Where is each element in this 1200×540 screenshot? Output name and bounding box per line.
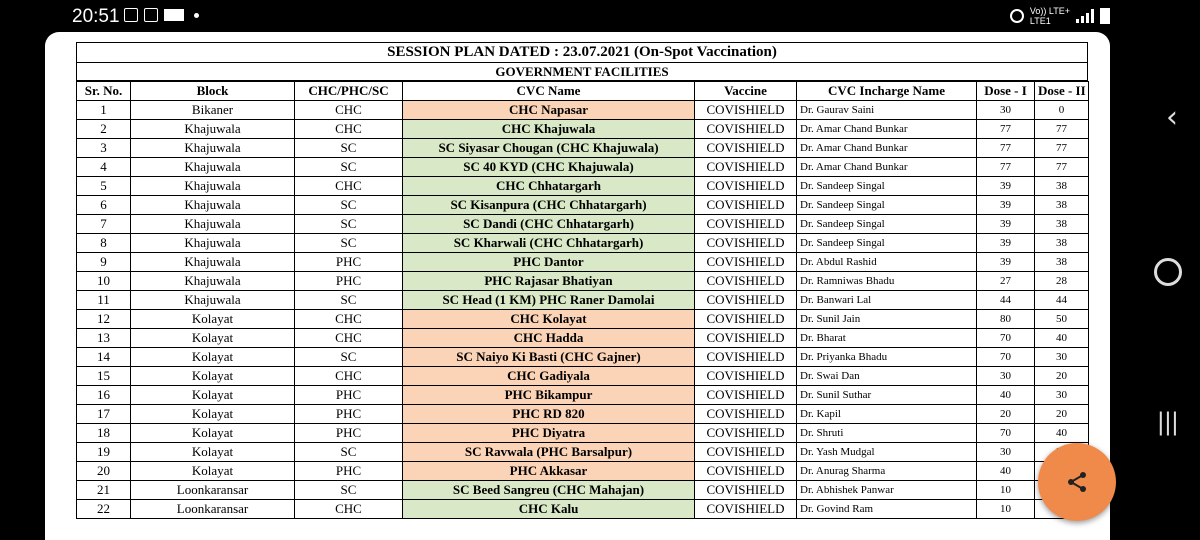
block-cell: Kolayat (131, 329, 295, 348)
cvc-name-cell: SC 40 KYD (CHC Khajuwala) (403, 158, 695, 177)
cvc-name-cell: CHC Gadiyala (403, 367, 695, 386)
block-cell: Khajuwala (131, 196, 295, 215)
session-table (76, 81, 1089, 519)
facility-type-cell: CHC (295, 329, 403, 348)
vaccine-cell: COVISHIELD (695, 272, 797, 291)
facility-type-cell: CHC (295, 310, 403, 329)
cvc-name-cell: PHC Dantor (403, 253, 695, 272)
dose2-cell: 77 (1035, 139, 1089, 158)
table-body (77, 101, 1089, 519)
dose1-cell: 77 (977, 120, 1035, 139)
incharge-name-cell: Dr. Swai Dan (797, 367, 977, 386)
incharge-name-cell: Dr. Sandeep Singal (797, 234, 977, 253)
cvc-name-cell: SC Beed Sangreu (CHC Mahajan) (403, 481, 695, 500)
sr-no-cell: 14 (77, 348, 131, 367)
table-row (77, 481, 1089, 500)
cvc-name-cell: PHC Rajasar Bhatiyan (403, 272, 695, 291)
table-row (77, 386, 1089, 405)
column-header: Sr. No. (77, 82, 131, 101)
dose2-cell: 44 (1035, 291, 1089, 310)
cvc-name-cell: SC Head (1 KM) PHC Raner Damolai (403, 291, 695, 310)
document-viewer[interactable] (45, 32, 1110, 540)
dose1-cell: 39 (977, 196, 1035, 215)
block-cell: Kolayat (131, 310, 295, 329)
system-status (1010, 6, 1110, 26)
block-cell: Khajuwala (131, 253, 295, 272)
incharge-name-cell: Dr. Priyanka Bhadu (797, 348, 977, 367)
vaccine-cell: COVISHIELD (695, 405, 797, 424)
network-label-2: LTE1 (1029, 16, 1051, 26)
incharge-name-cell: Dr. Abdul Rashid (797, 253, 977, 272)
cvc-name-cell: SC Siyasar Chougan (CHC Khajuwala) (403, 139, 695, 158)
recents-icon[interactable]: ||| (1156, 408, 1178, 436)
vaccine-cell: COVISHIELD (695, 329, 797, 348)
dose1-cell: 77 (977, 158, 1035, 177)
incharge-name-cell: Dr. Ramniwas Bhadu (797, 272, 977, 291)
home-circle-icon[interactable] (1154, 258, 1182, 286)
block-cell: Loonkaransar (131, 500, 295, 519)
sr-no-cell: 13 (77, 329, 131, 348)
sheet-subtitle: GOVERNMENT FACILITIES (76, 63, 1088, 81)
vaccine-cell: COVISHIELD (695, 215, 797, 234)
facility-type-cell: PHC (295, 253, 403, 272)
vaccine-cell: COVISHIELD (695, 443, 797, 462)
table-row (77, 158, 1089, 177)
incharge-name-cell: Dr. Sandeep Singal (797, 177, 977, 196)
facility-type-cell: CHC (295, 120, 403, 139)
block-cell: Kolayat (131, 386, 295, 405)
incharge-name-cell: Dr. Banwari Lal (797, 291, 977, 310)
cvc-name-cell: SC Kharwali (CHC Chhatargarh) (403, 234, 695, 253)
column-header: CVC Name (403, 82, 695, 101)
incharge-name-cell: Dr. Sunil Suthar (797, 386, 977, 405)
table-header-row (77, 82, 1089, 101)
cvc-name-cell: SC Naiyo Ki Basti (CHC Gajner) (403, 348, 695, 367)
vaccine-cell: COVISHIELD (695, 367, 797, 386)
cvc-name-cell: CHC Chhatargarh (403, 177, 695, 196)
sr-no-cell: 12 (77, 310, 131, 329)
notification-icons (124, 8, 199, 22)
block-cell: Bikaner (131, 101, 295, 120)
more-notifications-dot-icon (194, 13, 199, 18)
table-row (77, 443, 1089, 462)
vaccine-cell: COVISHIELD (695, 253, 797, 272)
vaccine-cell: COVISHIELD (695, 177, 797, 196)
facility-type-cell: CHC (295, 101, 403, 120)
dose1-cell: 10 (977, 481, 1035, 500)
dose1-cell: 70 (977, 348, 1035, 367)
block-cell: Loonkaransar (131, 481, 295, 500)
storage-icon (124, 8, 138, 22)
block-cell: Khajuwala (131, 234, 295, 253)
cvc-name-cell: PHC Bikampur (403, 386, 695, 405)
dose1-cell: 30 (977, 367, 1035, 386)
dose2-cell: 30 (1035, 348, 1089, 367)
facility-type-cell: PHC (295, 386, 403, 405)
cvc-name-cell: CHC Kalu (403, 500, 695, 519)
dose2-cell: 38 (1035, 177, 1089, 196)
dose2-cell: 38 (1035, 234, 1089, 253)
vaccine-cell: COVISHIELD (695, 291, 797, 310)
dose2-cell: 40 (1035, 329, 1089, 348)
vaccine-cell: COVISHIELD (695, 310, 797, 329)
table-row (77, 139, 1089, 158)
facility-type-cell: CHC (295, 177, 403, 196)
dose2-cell: 50 (1035, 310, 1089, 329)
sr-no-cell: 7 (77, 215, 131, 234)
app-notification-icon (164, 9, 184, 21)
alarm-icon (1010, 9, 1024, 23)
cvc-name-cell: PHC RD 820 (403, 405, 695, 424)
block-cell: Kolayat (131, 424, 295, 443)
facility-type-cell: SC (295, 234, 403, 253)
cvc-name-cell: SC Dandi (CHC Chhatargarh) (403, 215, 695, 234)
table-row (77, 329, 1089, 348)
sr-no-cell: 8 (77, 234, 131, 253)
vaccine-cell: COVISHIELD (695, 348, 797, 367)
battery-icon (1100, 8, 1110, 24)
block-cell: Khajuwala (131, 291, 295, 310)
dose1-cell: 44 (977, 291, 1035, 310)
facility-type-cell: PHC (295, 405, 403, 424)
table-row (77, 310, 1089, 329)
dose2-cell: 0 (1035, 101, 1089, 120)
table-row (77, 405, 1089, 424)
table-row (77, 500, 1089, 519)
dose1-cell: 10 (977, 500, 1035, 519)
facility-type-cell: PHC (295, 462, 403, 481)
incharge-name-cell: Dr. Amar Chand Bunkar (797, 120, 977, 139)
sr-no-cell: 19 (77, 443, 131, 462)
column-header: Dose - II (1035, 82, 1089, 101)
dose1-cell: 39 (977, 177, 1035, 196)
dose2-cell: 77 (1035, 158, 1089, 177)
vaccine-cell: COVISHIELD (695, 481, 797, 500)
cvc-name-cell: SC Kisanpura (CHC Chhatargarh) (403, 196, 695, 215)
cvc-name-cell: PHC Akkasar (403, 462, 695, 481)
vaccine-cell: COVISHIELD (695, 462, 797, 481)
vaccine-cell: COVISHIELD (695, 120, 797, 139)
incharge-name-cell: Dr. Amar Chand Bunkar (797, 139, 977, 158)
sr-no-cell: 22 (77, 500, 131, 519)
dose2-cell: 40 (1035, 424, 1089, 443)
table-row (77, 348, 1089, 367)
dose2-cell: 20 (1035, 405, 1089, 424)
table-row (77, 424, 1089, 443)
dose1-cell: 80 (977, 310, 1035, 329)
dose1-cell: 30 (977, 443, 1035, 462)
block-cell: Kolayat (131, 443, 295, 462)
incharge-name-cell: Dr. Bharat (797, 329, 977, 348)
column-header: CHC/PHC/SC (295, 82, 403, 101)
facility-type-cell: SC (295, 348, 403, 367)
facility-type-cell: SC (295, 481, 403, 500)
table-row (77, 177, 1089, 196)
status-bar (0, 0, 1200, 32)
vaccine-cell: COVISHIELD (695, 196, 797, 215)
sr-no-cell: 4 (77, 158, 131, 177)
block-cell: Khajuwala (131, 139, 295, 158)
cvc-name-cell: CHC Khajuwala (403, 120, 695, 139)
dose1-cell: 39 (977, 253, 1035, 272)
incharge-name-cell: Dr. Govind Ram (797, 500, 977, 519)
incharge-name-cell: Dr. Sunil Jain (797, 310, 977, 329)
facility-type-cell: SC (295, 139, 403, 158)
table-row (77, 272, 1089, 291)
clock: 20:51 (72, 6, 120, 27)
dose2-cell: 30 (1035, 386, 1089, 405)
dose2-cell: 38 (1035, 215, 1089, 234)
incharge-name-cell: Dr. Yash Mudgal (797, 443, 977, 462)
block-cell: Kolayat (131, 348, 295, 367)
dose1-cell: 27 (977, 272, 1035, 291)
dose1-cell: 70 (977, 329, 1035, 348)
sr-no-cell: 18 (77, 424, 131, 443)
facility-type-cell: PHC (295, 272, 403, 291)
table-row (77, 120, 1089, 139)
sr-no-cell: 10 (77, 272, 131, 291)
facility-type-cell: SC (295, 291, 403, 310)
facility-type-cell: SC (295, 196, 403, 215)
cvc-name-cell: PHC Diyatra (403, 424, 695, 443)
dose1-cell: 20 (977, 405, 1035, 424)
sheet-title: SESSION PLAN DATED : 23.07.2021 (On-Spot Vaccination) (76, 42, 1088, 63)
incharge-name-cell: Dr. Sandeep Singal (797, 215, 977, 234)
facility-type-cell: SC (295, 443, 403, 462)
column-header: Dose - I (977, 82, 1035, 101)
dose1-cell: 40 (977, 386, 1035, 405)
sr-no-cell: 21 (77, 481, 131, 500)
dose1-cell: 40 (977, 462, 1035, 481)
incharge-name-cell: Dr. Anurag Sharma (797, 462, 977, 481)
vaccine-cell: COVISHIELD (695, 500, 797, 519)
block-cell: Khajuwala (131, 272, 295, 291)
incharge-name-cell: Dr. Gaurav Saini (797, 101, 977, 120)
vaccine-cell: COVISHIELD (695, 158, 797, 177)
vaccine-cell: COVISHIELD (695, 424, 797, 443)
table-row (77, 462, 1089, 481)
facility-type-cell: CHC (295, 367, 403, 386)
incharge-name-cell: Dr. Shruti (797, 424, 977, 443)
sr-no-cell: 6 (77, 196, 131, 215)
dose2-cell: 20 (1035, 367, 1089, 386)
sr-no-cell: 3 (77, 139, 131, 158)
cvc-name-cell: CHC Napasar (403, 101, 695, 120)
sr-no-cell: 11 (77, 291, 131, 310)
incharge-name-cell: Dr. Kapil (797, 405, 977, 424)
block-cell: Khajuwala (131, 158, 295, 177)
table-row (77, 196, 1089, 215)
table-row (77, 234, 1089, 253)
incharge-name-cell: Dr. Abhishek Panwar (797, 481, 977, 500)
column-header: Block (131, 82, 295, 101)
block-cell: Kolayat (131, 405, 295, 424)
network-label: Vo)) LTE+ (1029, 6, 1070, 16)
block-cell: Khajuwala (131, 120, 295, 139)
vaccine-cell: COVISHIELD (695, 386, 797, 405)
sr-no-cell: 16 (77, 386, 131, 405)
table-row (77, 253, 1089, 272)
column-header: Vaccine (695, 82, 797, 101)
vaccine-cell: COVISHIELD (695, 101, 797, 120)
cvc-name-cell: CHC Hadda (403, 329, 695, 348)
dose2-cell: 77 (1035, 120, 1089, 139)
sr-no-cell: 5 (77, 177, 131, 196)
table-row (77, 291, 1089, 310)
dose2-cell: 28 (1035, 272, 1089, 291)
block-cell: Khajuwala (131, 215, 295, 234)
gallery-icon (144, 8, 158, 22)
facility-type-cell: CHC (295, 500, 403, 519)
dose2-cell: 38 (1035, 253, 1089, 272)
sr-no-cell: 9 (77, 253, 131, 272)
incharge-name-cell: Dr. Sandeep Singal (797, 196, 977, 215)
sr-no-cell: 2 (77, 120, 131, 139)
table-row (77, 101, 1089, 120)
back-chevron-icon[interactable]: ‹ (1166, 100, 1178, 135)
dose1-cell: 77 (977, 139, 1035, 158)
facility-type-cell: PHC (295, 424, 403, 443)
sr-no-cell: 17 (77, 405, 131, 424)
facility-type-cell: SC (295, 215, 403, 234)
facility-type-cell: SC (295, 158, 403, 177)
vaccine-cell: COVISHIELD (695, 234, 797, 253)
column-header: CVC Incharge Name (797, 82, 977, 101)
table-row (77, 215, 1089, 234)
table-row (77, 367, 1089, 386)
sr-no-cell: 15 (77, 367, 131, 386)
dose1-cell: 39 (977, 215, 1035, 234)
block-cell: Khajuwala (131, 177, 295, 196)
dose1-cell: 70 (977, 424, 1035, 443)
network-type (1030, 6, 1070, 26)
block-cell: Kolayat (131, 367, 295, 386)
cvc-name-cell: SC Ravwala (PHC Barsalpur) (403, 443, 695, 462)
sr-no-cell: 20 (77, 462, 131, 481)
share-icon (1065, 470, 1089, 494)
incharge-name-cell: Dr. Amar Chand Bunkar (797, 158, 977, 177)
dose2-cell: 38 (1035, 196, 1089, 215)
share-button[interactable] (1038, 443, 1116, 521)
vaccine-cell: COVISHIELD (695, 139, 797, 158)
dose1-cell: 39 (977, 234, 1035, 253)
block-cell: Kolayat (131, 462, 295, 481)
signal-icon (1076, 9, 1094, 23)
dose1-cell: 30 (977, 101, 1035, 120)
sr-no-cell: 1 (77, 101, 131, 120)
cvc-name-cell: CHC Kolayat (403, 310, 695, 329)
session-plan-sheet (76, 42, 1088, 519)
